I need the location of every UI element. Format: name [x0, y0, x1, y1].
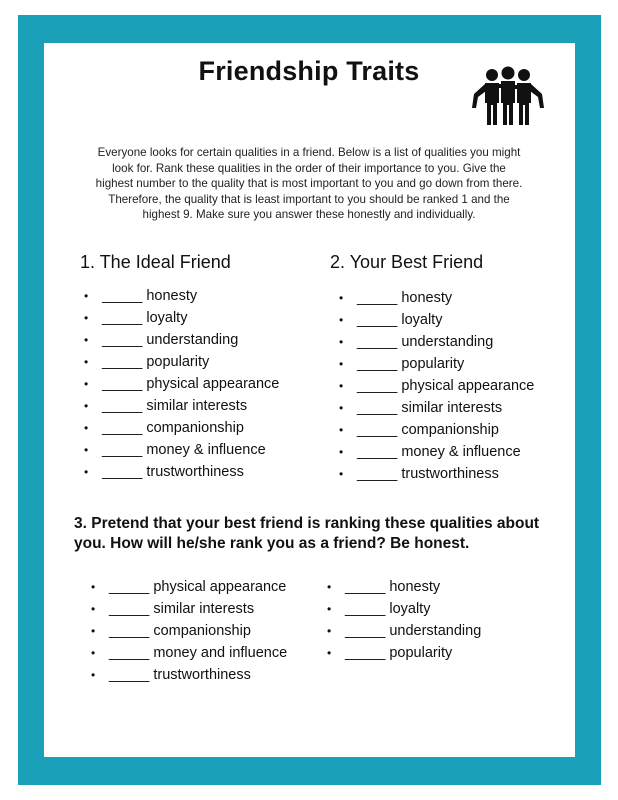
trait-label: _____ popularity [102, 354, 210, 370]
bullet-icon: • [84, 465, 89, 479]
bullet-icon: • [84, 289, 89, 303]
section-heading-best-friend: 2. Your Best Friend [330, 252, 484, 272]
page-title: Friendship Traits [198, 56, 420, 86]
bullet-icon: • [84, 377, 89, 391]
bullet-icon: • [327, 624, 332, 638]
trait-label: _____ trustworthiness [109, 667, 251, 683]
list-item [84, 395, 279, 417]
trait-label: _____ trustworthiness [357, 466, 499, 482]
trait-label: _____ money & influence [102, 442, 266, 458]
bullet-icon: • [339, 445, 344, 459]
list-item [91, 664, 287, 686]
trait-label: _____ trustworthiness [102, 464, 244, 480]
bullet-icon: • [339, 291, 344, 305]
list-item [91, 598, 287, 620]
list-item [91, 642, 287, 664]
trait-label: _____ money and influence [109, 645, 288, 661]
trait-label: _____ popularity [345, 645, 453, 661]
list-item [327, 642, 481, 664]
bullet-icon: • [84, 421, 89, 435]
trait-label: _____ honesty [102, 288, 198, 304]
list-item [339, 441, 534, 463]
bullet-icon: • [84, 333, 89, 347]
list-item [91, 576, 287, 598]
group-of-friends-icon [468, 66, 548, 126]
bullet-icon: • [91, 580, 96, 594]
bullet-icon: • [339, 401, 344, 415]
trait-label: _____ physical appearance [102, 376, 280, 392]
list-item [339, 375, 534, 397]
list-item [84, 439, 279, 461]
list-item [84, 461, 279, 483]
best-friend-list [339, 287, 534, 485]
list-item [84, 417, 279, 439]
trait-label: _____ similar interests [109, 601, 255, 617]
list-item [339, 331, 534, 353]
bullet-icon: • [339, 335, 344, 349]
bullet-icon: • [339, 467, 344, 481]
bullet-icon: • [327, 602, 332, 616]
trait-label: _____ understanding [357, 334, 494, 350]
bullet-icon: • [339, 379, 344, 393]
list-item [327, 598, 481, 620]
bullet-icon: • [327, 646, 332, 660]
bullet-icon: • [84, 355, 89, 369]
list-item [339, 287, 534, 309]
list-item [91, 620, 287, 642]
trait-label: _____ companionship [357, 422, 499, 438]
bullet-icon: • [84, 311, 89, 325]
list-item [84, 285, 279, 307]
list-item [84, 329, 279, 351]
trait-label: _____ companionship [102, 420, 244, 436]
bullet-icon: • [84, 399, 89, 413]
bullet-icon: • [91, 646, 96, 660]
list-item [339, 353, 534, 375]
bullet-icon: • [84, 443, 89, 457]
list-item [339, 419, 534, 441]
instructions-paragraph: Everyone looks for certain qualities in a friend. Below is a list of qualities you might look for. Rank these qualities in the order of their importance to you. Give the highest number to the quality that is most important to you and go down from there. Therefore, the quality that is least important to you should be ranked 1 and the highest 9. Make sure you answer these honestly and individually. [95, 146, 523, 221]
trait-label: _____ companionship [109, 623, 251, 639]
bullet-icon: • [91, 668, 96, 682]
trait-label: _____ similar interests [102, 398, 248, 414]
trait-label: _____ money & influence [357, 444, 521, 460]
list-item [339, 463, 534, 485]
section-heading-self-ranking: 3. Pretend that your best friend is ranking these qualities about you. How will he/she rank you as a friend? Be honest. [74, 515, 540, 552]
bullet-icon: • [339, 423, 344, 437]
bullet-icon: • [91, 624, 96, 638]
ideal-friend-list [84, 285, 279, 483]
section-heading-ideal-friend: 1. The Ideal Friend [80, 252, 231, 272]
trait-label: _____ honesty [357, 290, 453, 306]
list-item [84, 351, 279, 373]
trait-label: _____ physical appearance [109, 579, 287, 595]
list-item [339, 397, 534, 419]
bullet-icon: • [339, 357, 344, 371]
trait-label: _____ physical appearance [357, 378, 535, 394]
trait-label: _____ understanding [345, 623, 482, 639]
self-ranking-list-right [327, 576, 481, 664]
list-item [327, 620, 481, 642]
list-item [84, 373, 279, 395]
list-item [327, 576, 481, 598]
trait-label: _____ loyalty [357, 312, 443, 328]
bullet-icon: • [91, 602, 96, 616]
bullet-icon: • [339, 313, 344, 327]
trait-label: _____ honesty [345, 579, 441, 595]
trait-label: _____ popularity [357, 356, 465, 372]
list-item [339, 309, 534, 331]
self-ranking-list-left [91, 576, 287, 686]
trait-label: _____ loyalty [102, 310, 188, 326]
trait-label: _____ similar interests [357, 400, 503, 416]
bullet-icon: • [327, 580, 332, 594]
trait-label: _____ understanding [102, 332, 239, 348]
list-item [84, 307, 279, 329]
trait-label: _____ loyalty [345, 601, 431, 617]
